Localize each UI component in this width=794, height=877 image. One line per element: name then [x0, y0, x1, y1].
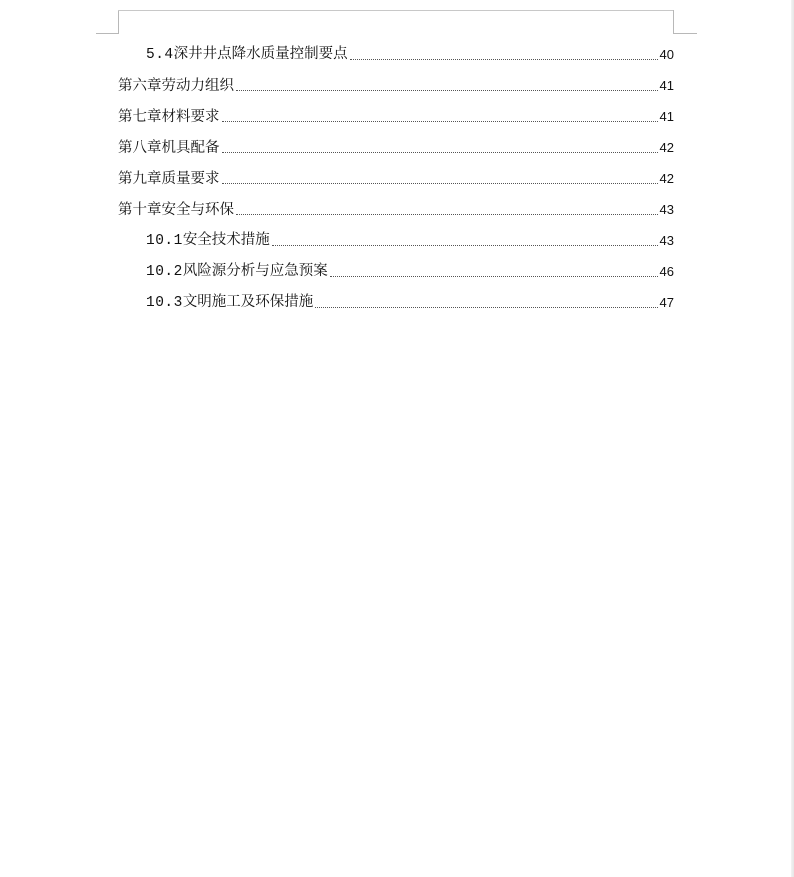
toc-leader-dots [315, 307, 657, 308]
toc-entry[interactable] [118, 191, 674, 222]
toc-entry-page: 40 [659, 47, 674, 62]
toc-entry-title [146, 231, 270, 250]
toc-entry-text: 第九章质量要求 [118, 171, 220, 187]
toc-entry[interactable] [118, 98, 674, 129]
toc-leader-dots [330, 276, 658, 277]
toc-entry-text: 深井井点降水质量控制要点 [173, 46, 348, 62]
toc-entry[interactable] [118, 253, 674, 284]
toc-leader-dots [350, 59, 658, 60]
toc-entry-page: 43 [659, 202, 674, 217]
margin-mark-top-right-horizontal [673, 33, 697, 34]
toc-leader-dots [222, 152, 658, 153]
toc-entry[interactable] [118, 160, 674, 191]
toc-leader-dots [236, 214, 658, 215]
toc-entry-number: 5.4 [146, 47, 174, 63]
toc-entry[interactable] [118, 284, 674, 315]
toc-leader-dots [222, 121, 658, 122]
toc-entry-page: 42 [659, 171, 674, 186]
toc-entry-page: 46 [659, 264, 674, 279]
toc-entry-title [146, 45, 348, 64]
toc-entry-page: 41 [659, 109, 674, 124]
toc-entry-title [146, 293, 313, 312]
toc-entry-number: 10.2 [146, 264, 183, 280]
toc-entry-text: 风险源分析与应急预案 [182, 263, 328, 279]
toc-entry-text: 第六章劳动力组织 [118, 78, 234, 94]
toc-entry-page: 47 [659, 295, 674, 310]
toc-entry-text: 第八章机具配备 [118, 140, 220, 156]
toc-entry-page: 43 [659, 233, 674, 248]
toc-entry-page: 41 [659, 78, 674, 93]
table-of-contents [118, 36, 674, 315]
toc-leader-dots [222, 183, 658, 184]
toc-entry[interactable] [118, 67, 674, 98]
toc-entry-text: 第十章安全与环保 [118, 202, 234, 218]
toc-entry-page: 42 [659, 140, 674, 155]
toc-entry[interactable] [118, 129, 674, 160]
margin-mark-top-left-horizontal [96, 33, 119, 34]
toc-entry-title [146, 262, 328, 281]
toc-entry[interactable] [118, 222, 674, 253]
toc-entry[interactable] [118, 36, 674, 67]
toc-entry-number: 10.1 [146, 233, 183, 249]
margin-mark-top-left-vertical [118, 10, 119, 34]
margin-mark-top-line [118, 10, 674, 11]
margin-mark-top-right-vertical [673, 10, 674, 34]
toc-leader-dots [272, 245, 658, 246]
toc-leader-dots [236, 90, 658, 91]
toc-entry-text: 文明施工及环保措施 [182, 294, 314, 310]
toc-entry-number: 10.3 [146, 295, 183, 311]
toc-entry-text: 安全技术措施 [182, 232, 270, 248]
toc-entry-text: 第七章材料要求 [118, 109, 220, 125]
